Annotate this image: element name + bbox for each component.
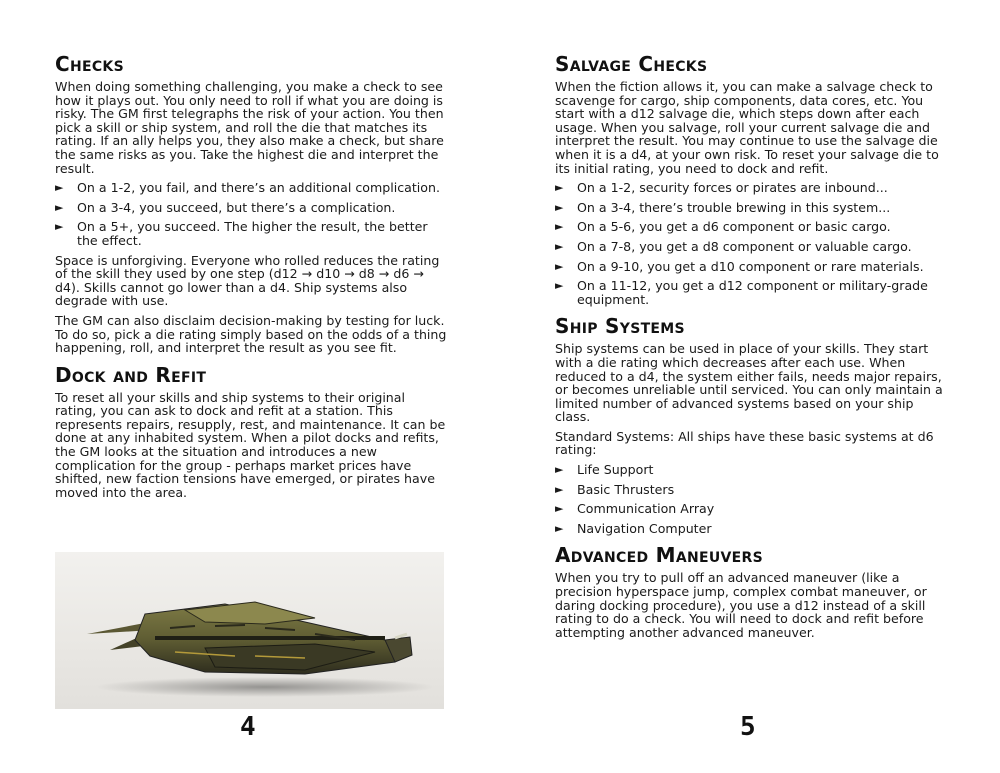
triangle-bullet-icon: ► (555, 279, 564, 293)
triangle-bullet-icon: ► (555, 521, 564, 535)
triangle-bullet-icon: ► (55, 181, 64, 195)
left-page-column (55, 52, 447, 505)
triangle-bullet-icon: ► (555, 502, 564, 516)
checks-heading: Checks (55, 52, 124, 76)
triangle-bullet-icon: ► (555, 259, 564, 273)
list-item: ► On a 11-12, you get a d12 component or military-grade equipment. (555, 278, 928, 307)
checks-degrade-paragraph: Space is unforgiving. Everyone who rolled reduces the rating of the skill they used by one step (d12 → d10 → d8 → d6 → d4). Skills cannot go lower than a d4. Ship systems also degrade with use. (55, 252, 440, 309)
standard-systems-list (555, 463, 947, 535)
right-page-column (555, 52, 947, 645)
list-item: ► Life Support (555, 462, 654, 478)
page-number-left: 4 (240, 712, 256, 742)
list-item: ► On a 3-4, you succeed, but there’s a complication. (55, 199, 396, 215)
triangle-bullet-icon: ► (55, 220, 64, 234)
page-number-right: 5 (740, 712, 756, 742)
standard-systems-text: Standard Systems: All ships have these basic systems at d6 rating: (555, 428, 934, 458)
list-item: ► Basic Thrusters (555, 481, 675, 497)
ship-systems-intro: Ship systems can be used in place of your skills. They start with a die rating which decreases after each use. When reduced to a d4, the system either fails, needs major repairs, or becomes unreliable until serviced. You can only maintain a limited number of advanced systems based on your ship class. (555, 341, 943, 425)
list-item: ► Communication Array (555, 501, 715, 517)
spaceship-illustration (55, 552, 444, 709)
checks-luck-paragraph: The GM can also disclaim decision-making by testing for luck. To do so, pick a die rating simply based on the odds of a thing happening, roll, and interpret the result as you see fit. (55, 312, 447, 356)
spaceship-icon (55, 552, 444, 709)
advanced-maneuvers-body: When you try to pull off an advanced maneuver (like a precision hyperspace jump, complex combat maneuver, or daring docking procedure), you use a d12 instead of a skill rating to do a check. You will need to dock and refit before attempting another advanced maneuver. (555, 570, 927, 640)
list-item: ► On a 9-10, you get a d10 component or rare materials. (555, 258, 924, 274)
list-item: ► On a 7-8, you get a d8 component or valuable cargo. (555, 238, 912, 254)
triangle-bullet-icon: ► (555, 482, 564, 496)
triangle-bullet-icon: ► (555, 181, 564, 195)
triangle-bullet-icon: ► (55, 200, 64, 214)
dock-refit-heading: Dock and Refit (55, 362, 207, 387)
salvage-checks-heading: Salvage Checks (555, 52, 708, 76)
list-item: ► On a 1-2, security forces or pirates are inbound... (555, 180, 888, 196)
list-item: ► On a 3-4, there’s trouble brewing in this system... (555, 199, 891, 215)
salvage-bullet-list (555, 181, 947, 306)
checks-intro: When doing something challenging, you make a check to see how it plays out. You only need to roll if what you are doing is risky. The GM first telegraphs the risk of your action. You then pick a skill or ship system, and roll the die that matches its rating. If an ally helps you, they also make a check, but share the same risks as you. Take the highest die and interpret the result. (55, 79, 444, 176)
list-item: ► On a 5+, you succeed. The higher the result, the better the effect. (55, 219, 428, 248)
ship-systems-heading: Ship Systems (555, 314, 685, 339)
list-item: ► On a 5-6, you get a d6 component or basic cargo. (555, 219, 891, 235)
checks-bullet-list (55, 181, 447, 247)
advanced-maneuvers-heading: Advanced Maneuvers (555, 543, 764, 568)
triangle-bullet-icon: ► (555, 220, 564, 234)
triangle-bullet-icon: ► (555, 200, 564, 214)
list-item: ► Navigation Computer (555, 520, 712, 536)
triangle-bullet-icon: ► (555, 463, 564, 477)
salvage-intro: When the fiction allows it, you can make a salvage check to scavenge for cargo, ship components, data cores, etc. You start with a d12 salvage die, which steps down after each usage. When you salvage, roll your current salvage die and interpret the result. You may continue to use the salvage die when it is a d4, at your own risk. To reset your salvage die to its initial rating, you need to dock and refit. (555, 79, 939, 176)
triangle-bullet-icon: ► (555, 239, 564, 253)
dock-refit-body: To reset all your skills and ship systems to their original rating, you can ask to dock and refit at a station. This represents repairs, resupply, rest, and maintenance. It can be done at any inhabited system. When a pilot docks and refits, the GM looks at the situation and introduces a new complication for the group - perhaps market prices have shifted, new faction tensions have emerged, or pirates have moved into the area. (55, 389, 446, 500)
list-item: ► On a 1-2, you fail, and there’s an additional complication. (55, 180, 440, 196)
